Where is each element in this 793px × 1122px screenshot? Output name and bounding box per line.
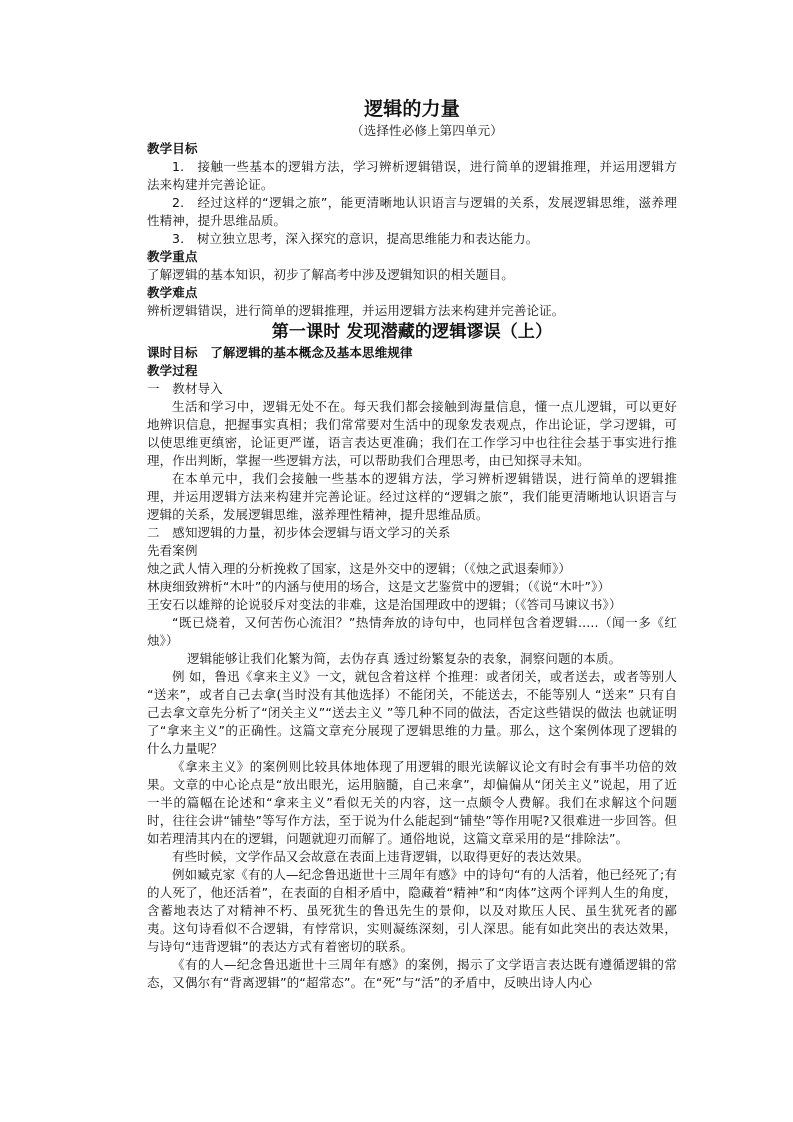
paragraph: 生活和学习中，逻辑无处不在。每天我们都会接触到海量信息，懂一点儿逻辑，可以更好地辨识信息，把握事实真相；我们常常要对生活中的现象发表观点，作出论证，学习逻辑，可以使思维更缜密，论证更严谨，语言表达更准确；我们在工作学习中也往往会基于事实进行推理，作出判断，掌握一些逻辑方法，可以帮助我们合理思考，由已知探寻未知。	[147, 399, 677, 468]
doc-title: 逻辑的力量	[364, 98, 460, 120]
paragraph: 例如臧克家《有的人—纪念鲁迅逝世十三周年有感》中的诗句“有的人活着，他已经死了;有的人死了，他还活着”，在表面的自相矛盾中，隐藏着“精神”和“肉体”这两个评判人生的角度，含蓄地表达了对精神不朽、虽死犹生的鲁迅先生的景仰，以及对欺压人民、虽生犹死者的鄙夷。这句诗看似不合逻辑，有悖常识，实则凝练深刻，引人深思。能有如此突出的表达效果，与诗句“违背逻辑”的表达方式有着密切的联系。	[147, 867, 677, 954]
section-heading: 二 感知逻辑的力量，初步体会逻辑与语文学习的关系	[147, 525, 451, 540]
objective-item: 3. 树立独立思考，深入探究的意识，提高思维能力和表达能力。	[172, 231, 539, 246]
paragraph: 《拿来主义》的案例则比较具体地体现了用逻辑的眼光读解议论文有时会有事半功倍的效果。文章的中心论点是“放出眼光，运用脑髓，自己来拿”，却偏偏从“闭关主义”说起，用了近一半的篇幅在论述和“拿来主义”看似无关的内容，这一点颇令人费解。我们在求解这个问题时，往往会讲“铺垫”等写作方法，至于说为什么能起到“铺垫”等作用呢?又很难进一步回答。但如若理清其内在的逻辑，问题就迎刃而解了。通俗地说，这篇文章采用的是“排除法”。	[147, 759, 677, 846]
paragraph: 在本单元中，我们会接触一些基本的逻辑方法，学习辨析逻辑错误，进行简单的逻辑推理，并运用逻辑方法来构建并完善论证。经过这样的“逻辑之旅”，我们能更清晰地认识语言与逻辑的关系，发展逻辑思维，滋养理性精神，提升思维品质。	[147, 471, 677, 522]
process-heading: 教学过程	[147, 363, 198, 378]
objective-item: 1. 接触一些基本的逻辑方法，学习辨析逻辑错误，进行简单的逻辑推理，并运用逻辑方法来构建并完善论证。	[147, 159, 677, 192]
paragraph: 《有的人—纪念鲁迅逝世十三周年有感》的案例，揭示了文学语言表达既有遵循逻辑的常态，又偶尔有“背离逻辑”的“超常态”。在“死”与“活”的矛盾中，反映出诗人内心	[147, 957, 677, 990]
case-item: 王安石以雄辩的论说驳斥对变法的非难，这是治国理政中的逻辑；（《答司马谏议书》）	[147, 597, 622, 612]
focus-text: 了解逻辑的基本知识，初步了解高考中涉及逻辑知识的相关题目。	[147, 267, 514, 282]
case-item: 林庚细致辨析“木叶”的内涵与使用的场合，这是文艺鉴赏中的逻辑；（《说“木叶”》）	[147, 579, 611, 594]
paragraph: 有些时候，文学作品又会故意在表面上违背逻辑，以取得更好的表达效果。	[172, 849, 590, 864]
difficulty-text: 辨析逻辑错误，进行简单的逻辑推理，并运用逻辑方法来构建并完善论证。	[147, 303, 565, 318]
lesson-title: 第一课时 发现潜藏的逻辑谬误（上）	[271, 322, 553, 342]
difficulty-heading: 教学难点	[147, 285, 198, 300]
paragraph: 例 如，鲁迅《拿来主义》一文，就包含着这样 个推理：或者闭关，或者送去，或者等别人 “送来”，或者自己去拿(当时没有其他选择）不能闭关，不能送去，不能等别人 “送来” 只有自己去拿文章先分析了“闭关主义”“送去主义 ”等几种不同的做法，否定这些错误的做法 也就证明了“拿来主义”的正确性。这篇文章充分展现了逻辑思维的力量。那么，这个案例体现了逻辑的什么力量呢？	[147, 669, 677, 756]
case-intro: 先看案例	[147, 543, 198, 558]
paragraph: 逻辑能够让我们化繁为简，去伪存真 透过纷繁复杂的表象，洞察问题的本质。	[187, 651, 622, 666]
doc-subtitle: （选择性必修上第四单元）	[351, 123, 503, 138]
case-item: 烛之武人情入理的分析挽救了国家，这是外交中的逻辑；（《烛之武退秦师》）	[147, 561, 572, 576]
case-item: “既已烧着，又何苦伤心流泪？”热情奔放的诗句中，也同样包含着逻辑.....（闻一多《红烛》）	[147, 615, 677, 648]
document-page	[147, 94, 677, 992]
objectives-heading: 教学目标	[147, 141, 198, 156]
focus-heading: 教学重点	[147, 249, 198, 264]
objective-item: 2. 经过这样的“逻辑之旅”，能更清晰地认识语言与逻辑的关系，发展逻辑思维，滋养理性精神，提升思维品质。	[147, 195, 677, 228]
lesson-goal: 课时目标 了解逻辑的基本概念及基本思维规律	[147, 345, 413, 360]
section-heading: 一 教材导入	[147, 381, 223, 396]
